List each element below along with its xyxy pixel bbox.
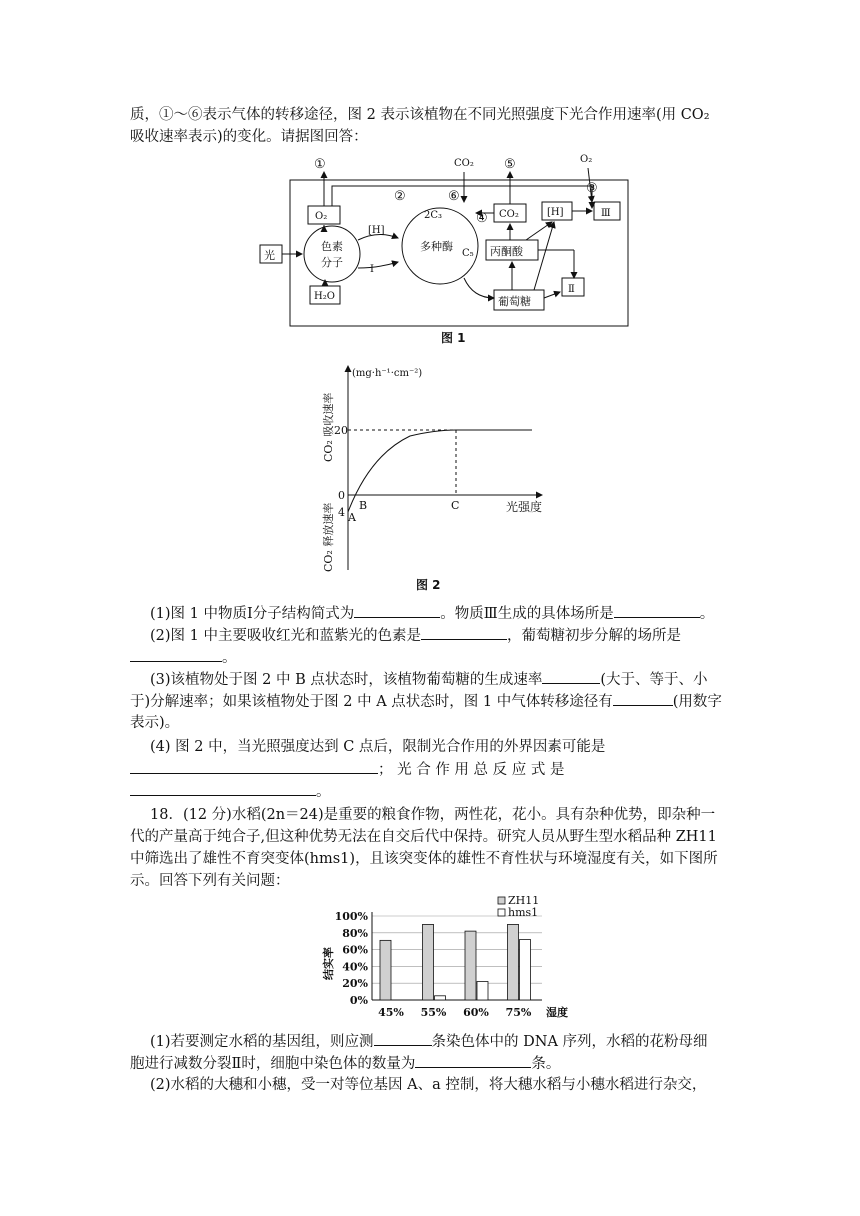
tick-0: 0 <box>338 489 345 502</box>
y-label-top: CO₂ 吸收速率 <box>322 392 335 462</box>
q18-1-text-c: 胞进行减数分裂Ⅱ时，细胞中染色体的数量为 <box>130 1056 416 1072</box>
q3-text-b: (大于、等于、小 <box>600 672 708 688</box>
tick-20: 20 <box>334 424 348 437</box>
seed-setting-bar-chart <box>322 896 584 1022</box>
x-tick-label: 75% <box>505 1006 532 1019</box>
q4-text-c: 。 <box>316 784 331 800</box>
y-tick-label: 80% <box>342 926 368 940</box>
y-tick-label: 100% <box>334 910 368 923</box>
y-tick-label: 40% <box>342 960 368 974</box>
pigment-label-1: 色素 <box>321 240 343 253</box>
iii-label: Ⅲ <box>601 208 611 219</box>
i-label: Ⅰ <box>370 264 374 275</box>
q18-line-4: 示。回答下列有关问题： <box>130 873 290 889</box>
enzymes-label: 多种酶 <box>420 240 453 253</box>
photosynthesis-curve <box>348 430 532 512</box>
question-1 <box>150 602 714 625</box>
bar-hms1 <box>477 982 488 1000</box>
q1-text-a: (1)图 1 中物质Ⅰ分子结构简式为 <box>150 606 355 622</box>
question-3-end: 表示)。 <box>130 715 180 731</box>
x-axis-label: 湿度 <box>546 1006 568 1019</box>
x-tick-label: 60% <box>463 1006 489 1019</box>
co2-top-label: CO₂ <box>454 158 474 169</box>
question-3 <box>150 668 708 691</box>
legend-swatch-zh11 <box>498 897 505 904</box>
bar-zh11 <box>465 931 476 1000</box>
h2o-label: H₂O <box>314 291 335 302</box>
ii-label: Ⅱ <box>568 284 575 295</box>
q18-line-2: 代的产量高于纯合子,但这种优势无法在自交后代中保持。研究人员从野生型水稻品种 ZH11 <box>130 829 717 845</box>
o2-top-label: O₂ <box>580 154 593 165</box>
path-5-label: ⑤ <box>504 157 516 172</box>
h-box-label: [H] <box>547 207 564 218</box>
q2-text-a: (2)图 1 中主要吸收红光和蓝紫光的色素是 <box>150 628 421 644</box>
light-label: 光 <box>264 249 275 262</box>
y-axis-label: 结实率 <box>322 947 335 980</box>
q3-blank-2[interactable] <box>613 690 673 706</box>
y-tick-label: 60% <box>342 943 368 957</box>
path-3-label: ③ <box>586 181 598 196</box>
point-a: A <box>348 511 356 524</box>
question-4: (4) 图 2 中，当光照强度达到 C 点后，限制光合作用的外界因素可能是 <box>150 739 606 755</box>
h-label: [H] <box>368 225 385 236</box>
unit-label: (mg·h⁻¹·cm⁻²) <box>352 368 423 379</box>
q1-text-c: 。 <box>699 606 715 622</box>
figure-2-graph <box>310 360 570 580</box>
y-tick-label: 0% <box>349 994 368 1007</box>
q18-2: (2)水稻的大穗和小穗，受一对等位基因 A、a 控制，将大穗水稻与小穗水稻进行杂交， <box>150 1077 707 1093</box>
bar-hms1 <box>435 996 446 1000</box>
q18-1-text-b: 条染色体中的 DNA 序列，水稻的花粉母细 <box>431 1034 708 1050</box>
q2-text-b: ，葡萄糖初步分解的场所是 <box>506 628 681 644</box>
q4-text-b: ； 光 合 作 用 总 反 应 式 是 <box>378 762 565 778</box>
x-axis-label: 光强度 <box>506 500 543 514</box>
question-4-cont <box>130 758 564 781</box>
pyruvate-label: 丙酮酸 <box>490 245 523 258</box>
y-label-bottom: CO₂ 释放速率 <box>322 502 335 572</box>
pigment-label-2: 分子 <box>321 256 343 269</box>
y-tick-label: 20% <box>342 977 368 991</box>
path-2-label: ② <box>394 189 406 204</box>
x-tick-label: 55% <box>420 1006 447 1019</box>
question-2 <box>150 624 681 647</box>
legend-label-zh11: ZH11 <box>508 896 540 907</box>
o2-label: O₂ <box>315 211 328 222</box>
q1-text-b: 。物质Ⅲ生成的具体场所是 <box>440 606 614 622</box>
question-4-end <box>130 780 331 803</box>
q18-line-3: 中筛选出了雄性不育突变体(hms1)，且该突变体的雄性不育性状与环境湿度有关，如下图所 <box>130 851 718 867</box>
q1-blank-2[interactable] <box>614 602 700 618</box>
c3-label: 2C₃ <box>424 210 443 221</box>
intro-line-2: 吸收速率表示)的变化。请据图回答： <box>130 129 368 145</box>
q2-text-c: 。 <box>222 650 237 666</box>
q2-blank-2[interactable] <box>130 646 222 662</box>
point-b: B <box>359 499 368 512</box>
question-3-cont <box>130 690 722 713</box>
bar-zh11 <box>508 924 519 1000</box>
bar-hms1 <box>520 940 531 1000</box>
q18-1 <box>150 1030 708 1053</box>
legend-label-hms1: hms1 <box>508 906 539 919</box>
q3-text-d: (用数字 <box>672 694 722 710</box>
co2-box-label: CO₂ <box>499 209 519 220</box>
c5-label: C₅ <box>462 248 474 259</box>
figure-2-caption: 图 2 <box>416 578 441 592</box>
q18-1-cont <box>130 1052 560 1075</box>
q18-1-blank-1[interactable] <box>374 1030 432 1046</box>
intro-line-1: 质，①～⑥表示气体的转移途径，图 2 表示该植物在不同光照强度下光合作用速率(用 CO₂ <box>130 107 710 123</box>
q3-blank-1[interactable] <box>542 668 600 684</box>
q18-1-blank-2[interactable] <box>415 1052 531 1068</box>
q4-blank-2[interactable] <box>130 780 316 796</box>
path-6-label: ⑥ <box>448 189 460 204</box>
legend-swatch-hms1 <box>498 909 505 916</box>
q2-blank-1[interactable] <box>421 624 507 640</box>
path-1-label: ① <box>314 157 326 172</box>
figure-1-diagram <box>258 150 638 350</box>
q18-line-1: 18．(12 分)水稻(2n＝24)是重要的粮食作物，两性花，花小。具有杂种优势，即杂种一 <box>150 807 716 823</box>
q18-1-text-d: 条。 <box>531 1056 561 1072</box>
q4-blank-1[interactable] <box>130 758 378 774</box>
x-tick-label: 45% <box>378 1006 404 1019</box>
q1-blank-1[interactable] <box>354 602 440 618</box>
q3-text-c: 于)分解速率；如果该植物处于图 2 中 A 点状态时，图 1 中气体转移途径有 <box>130 694 613 710</box>
glucose-label: 葡萄糖 <box>498 295 531 308</box>
bar-zh11 <box>423 924 434 1000</box>
tick-4: 4 <box>338 506 345 519</box>
q3-text-a: (3)该植物处于图 2 中 B 点状态时，该植物葡萄糖的生成速率 <box>150 672 543 688</box>
path-4-label: ④ <box>476 211 488 226</box>
pigment-circle <box>304 226 360 282</box>
figure-1-caption: 图 1 <box>441 331 466 345</box>
point-c: C <box>451 499 460 512</box>
q18-1-text-a: (1)若要测定水稻的基因组，则应测 <box>150 1034 374 1050</box>
bar-zh11 <box>380 940 391 1000</box>
question-2-cont <box>130 646 237 669</box>
